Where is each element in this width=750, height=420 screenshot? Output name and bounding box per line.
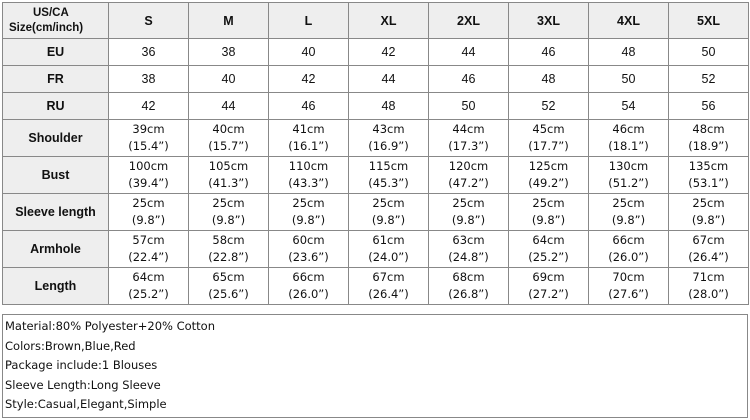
measurement-inch: (26.4”) <box>688 250 729 264</box>
measurement-inch: (15.7”) <box>208 139 249 153</box>
measurement-inch: (25.2”) <box>128 287 169 301</box>
measurement-inch: (26.0”) <box>288 287 329 301</box>
measurement-cell-xl <box>349 268 429 305</box>
region-cell-5xl: 56 <box>669 93 749 120</box>
measurement-cm: 64cm <box>532 233 565 247</box>
measurement-inch: (9.8”) <box>611 213 646 227</box>
region-cell-5xl: 50 <box>669 39 749 66</box>
measurement-inch: (27.6”) <box>608 287 649 301</box>
measurement-cell-xl <box>349 157 429 194</box>
info-style: Style:Casual,Elegant,Simple <box>5 397 167 411</box>
measurement-cell-xl <box>349 120 429 157</box>
measurement-cm: 48cm <box>692 122 725 136</box>
measurement-cm: 39cm <box>132 122 165 136</box>
measurement-cm: 66cm <box>292 270 325 284</box>
measurement-cm: 110cm <box>288 159 329 173</box>
measurement-cm: 65cm <box>212 270 245 284</box>
measurement-inch: (25.6”) <box>208 287 249 301</box>
measurement-cm: 100cm <box>128 159 169 173</box>
region-cell-2xl: 50 <box>429 93 509 120</box>
measurement-cm: 130cm <box>608 159 649 173</box>
size-header-l: L <box>269 3 349 39</box>
measurement-label-sleeve-length: Sleeve length <box>3 194 109 231</box>
measurement-cell-4xl <box>589 268 669 305</box>
measurement-cm: 58cm <box>212 233 245 247</box>
measurement-cm: 25cm <box>132 196 165 210</box>
region-label-ru: RU <box>3 93 109 120</box>
measurement-cell-5xl <box>669 231 749 268</box>
measurement-inch: (9.8”) <box>211 213 246 227</box>
measurement-inch: (9.8”) <box>531 213 566 227</box>
measurement-cm: 70cm <box>612 270 645 284</box>
measurement-cm: 25cm <box>532 196 565 210</box>
size-header-3xl: 3XL <box>509 3 589 39</box>
region-row-ru <box>3 93 749 120</box>
size-header-4xl: 4XL <box>589 3 669 39</box>
measurement-inch: (9.8”) <box>691 213 726 227</box>
measurement-cell-m <box>189 268 269 305</box>
measurement-cell-2xl <box>429 194 509 231</box>
region-cell-m: 44 <box>189 93 269 120</box>
region-cell-xl: 42 <box>349 39 429 66</box>
measurement-cm: 57cm <box>132 233 165 247</box>
region-label-eu: EU <box>3 39 109 66</box>
measurement-cell-m <box>189 194 269 231</box>
measurement-cell-s <box>109 231 189 268</box>
measurement-label-bust: Bust <box>3 157 109 194</box>
measurement-cell-2xl <box>429 231 509 268</box>
measurement-cell-l <box>269 157 349 194</box>
size-chart-table <box>2 2 749 305</box>
measurement-row-length <box>3 268 749 305</box>
measurement-cell-4xl <box>589 120 669 157</box>
measurement-inch: (17.3”) <box>448 139 489 153</box>
measurement-inch: (26.8”) <box>448 287 489 301</box>
measurement-cm: 25cm <box>452 196 485 210</box>
measurement-cm: 120cm <box>448 159 489 173</box>
measurement-inch: (47.2”) <box>448 176 489 190</box>
measurement-inch: (41.3”) <box>208 176 249 190</box>
measurement-cell-5xl <box>669 268 749 305</box>
region-cell-3xl: 52 <box>509 93 589 120</box>
measurement-cell-4xl <box>589 157 669 194</box>
measurement-cell-2xl <box>429 157 509 194</box>
measurement-inch: (53.1”) <box>688 176 729 190</box>
corner-label-us-ca: US/CA <box>33 6 69 19</box>
measurement-cm: 105cm <box>208 159 249 173</box>
measurement-inch: (24.0”) <box>368 250 409 264</box>
measurement-cm: 67cm <box>692 233 725 247</box>
region-cell-m: 38 <box>189 39 269 66</box>
measurement-cell-m <box>189 120 269 157</box>
measurement-cell-s <box>109 120 189 157</box>
measurement-cm: 44cm <box>452 122 485 136</box>
measurement-cell-5xl <box>669 157 749 194</box>
region-cell-5xl: 52 <box>669 66 749 93</box>
measurement-inch: (26.4”) <box>368 287 409 301</box>
measurement-inch: (39.4”) <box>128 176 169 190</box>
measurement-row-armhole <box>3 231 749 268</box>
region-label-fr: FR <box>3 66 109 93</box>
measurement-inch: (28.0”) <box>688 287 729 301</box>
measurement-cell-l <box>269 231 349 268</box>
measurement-inch: (22.8”) <box>208 250 249 264</box>
measurement-cell-s <box>109 268 189 305</box>
measurement-cm: 25cm <box>612 196 645 210</box>
measurement-label-length: Length <box>3 268 109 305</box>
measurement-cm: 63cm <box>452 233 485 247</box>
measurement-cm: 45cm <box>532 122 565 136</box>
measurement-cell-s <box>109 157 189 194</box>
size-header-5xl: 5XL <box>669 3 749 39</box>
measurement-cell-3xl <box>509 268 589 305</box>
measurement-cell-5xl <box>669 194 749 231</box>
measurement-cm: 67cm <box>372 270 405 284</box>
measurement-cell-l <box>269 268 349 305</box>
region-cell-l: 46 <box>269 93 349 120</box>
measurement-inch: (17.7”) <box>528 139 569 153</box>
measurement-row-shoulder <box>3 120 749 157</box>
region-cell-3xl: 46 <box>509 39 589 66</box>
measurement-cell-2xl <box>429 268 509 305</box>
region-cell-4xl: 48 <box>589 39 669 66</box>
measurement-cm: 25cm <box>692 196 725 210</box>
region-cell-4xl: 54 <box>589 93 669 120</box>
measurement-cm: 25cm <box>212 196 245 210</box>
measurement-cm: 40cm <box>212 122 245 136</box>
measurement-inch: (24.8”) <box>448 250 489 264</box>
measurement-inch: (15.4”) <box>128 139 169 153</box>
measurement-inch: (16.9”) <box>368 139 409 153</box>
measurement-cm: 46cm <box>612 122 645 136</box>
region-cell-3xl: 48 <box>509 66 589 93</box>
region-cell-4xl: 50 <box>589 66 669 93</box>
measurement-cm: 125cm <box>528 159 569 173</box>
measurement-cm: 61cm <box>372 233 405 247</box>
region-cell-2xl: 44 <box>429 39 509 66</box>
measurement-inch: (18.1”) <box>608 139 649 153</box>
size-header-2xl: 2XL <box>429 3 509 39</box>
measurement-cell-xl <box>349 231 429 268</box>
measurement-row-bust <box>3 157 749 194</box>
region-row-eu <box>3 39 749 66</box>
measurement-cm: 25cm <box>372 196 405 210</box>
region-cell-l: 40 <box>269 39 349 66</box>
measurement-cell-s <box>109 194 189 231</box>
measurement-inch: (9.8”) <box>131 213 166 227</box>
region-cell-s: 38 <box>109 66 189 93</box>
size-header-s: S <box>109 3 189 39</box>
measurement-cell-4xl <box>589 231 669 268</box>
info-sleeve-length: Sleeve Length:Long Sleeve <box>5 377 161 392</box>
measurement-inch: (9.8”) <box>371 213 406 227</box>
info-package: Package include:1 Blouses <box>5 358 158 372</box>
measurement-cm: 64cm <box>132 270 165 284</box>
measurement-inch: (45.3”) <box>368 176 409 190</box>
measurement-cell-m <box>189 157 269 194</box>
region-cell-2xl: 46 <box>429 66 509 93</box>
region-cell-s: 36 <box>109 39 189 66</box>
corner-label-unit: Size(cm/inch) <box>9 21 84 34</box>
measurement-cm: 60cm <box>292 233 325 247</box>
measurement-inch: (16.1”) <box>288 139 329 153</box>
region-cell-l: 42 <box>269 66 349 93</box>
measurement-cell-m <box>189 231 269 268</box>
measurement-cm: 135cm <box>688 159 729 173</box>
info-material: Material:80% Polyester+20% Cotton <box>5 319 216 333</box>
measurement-cell-3xl <box>509 157 589 194</box>
measurement-inch: (25.2”) <box>528 250 569 264</box>
measurement-inch: (49.2”) <box>528 176 569 190</box>
measurement-cell-l <box>269 194 349 231</box>
measurement-row-sleeve-length <box>3 194 749 231</box>
measurement-inch: (18.9”) <box>688 139 729 153</box>
measurement-cell-3xl <box>509 231 589 268</box>
size-header-m: M <box>189 3 269 39</box>
measurement-cm: 25cm <box>292 196 325 210</box>
measurement-inch: (22.4”) <box>128 250 169 264</box>
measurement-cm: 71cm <box>692 270 725 284</box>
measurement-label-shoulder: Shoulder <box>3 120 109 157</box>
measurement-cell-5xl <box>669 120 749 157</box>
corner-header-cell <box>3 3 109 39</box>
region-cell-s: 42 <box>109 93 189 120</box>
measurement-cm: 69cm <box>532 270 565 284</box>
measurement-cell-l <box>269 120 349 157</box>
measurement-cell-xl <box>349 194 429 231</box>
measurement-cell-4xl <box>589 194 669 231</box>
region-cell-m: 40 <box>189 66 269 93</box>
measurement-cm: 115cm <box>368 159 409 173</box>
measurement-inch: (43.3”) <box>288 176 329 190</box>
measurement-cell-3xl <box>509 120 589 157</box>
measurement-inch: (26.0”) <box>608 250 649 264</box>
measurement-label-armhole: Armhole <box>3 231 109 268</box>
measurement-cm: 43cm <box>372 122 405 136</box>
measurement-inch: (27.2”) <box>528 287 569 301</box>
size-header-xl: XL <box>349 3 429 39</box>
measurement-cell-3xl <box>509 194 589 231</box>
measurement-cell-2xl <box>429 120 509 157</box>
measurement-inch: (51.2”) <box>608 176 649 190</box>
region-cell-xl: 48 <box>349 93 429 120</box>
region-cell-xl: 44 <box>349 66 429 93</box>
region-row-fr <box>3 66 749 93</box>
measurement-cm: 66cm <box>612 233 645 247</box>
measurement-inch: (23.6”) <box>288 250 329 264</box>
size-header-row <box>3 3 749 39</box>
info-colors: Colors:Brown,Blue,Red <box>5 338 136 353</box>
measurement-inch: (9.8”) <box>451 213 486 227</box>
product-info-box <box>2 314 748 418</box>
measurement-cm: 41cm <box>292 122 325 136</box>
measurement-cm: 68cm <box>452 270 485 284</box>
measurement-inch: (9.8”) <box>291 213 326 227</box>
